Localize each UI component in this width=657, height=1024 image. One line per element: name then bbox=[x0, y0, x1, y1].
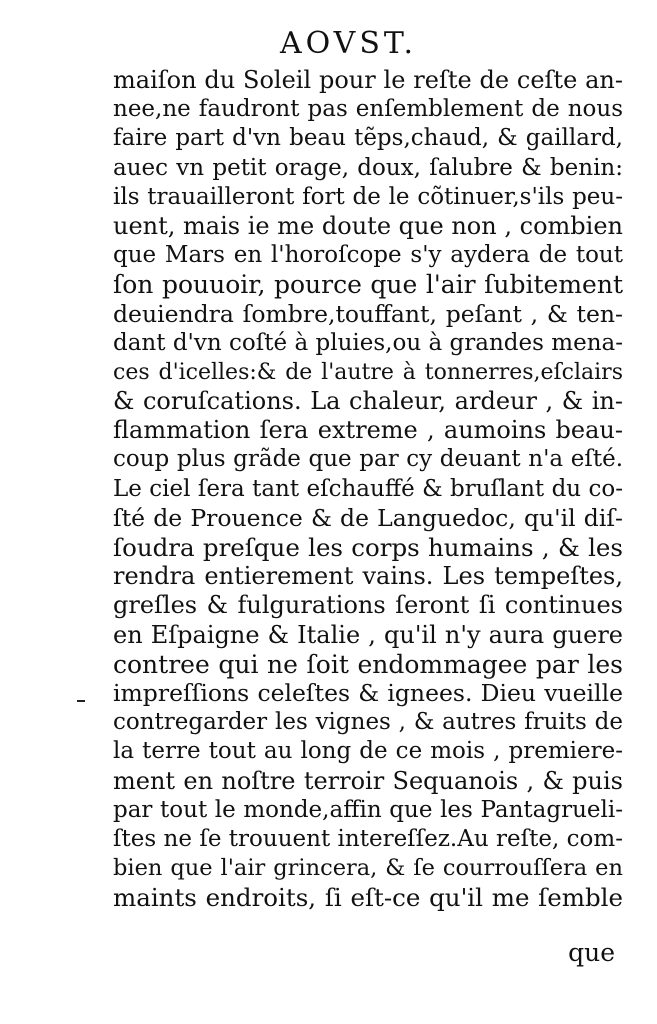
running-head: AOVST. bbox=[279, 26, 418, 61]
margin-mark bbox=[77, 700, 85, 702]
text-line: impreſſions celeſtes & ignees. Dieu vueille bbox=[113, 678, 623, 707]
text-line: Le ciel ſera tant eſchauffé & bruſlant du co- bbox=[113, 475, 623, 502]
text-line: ſon pouuoir, pource que l'air ſubitement bbox=[113, 270, 623, 300]
text-line: & coruſcations. La chaleur, ardeur , & in- bbox=[113, 387, 623, 416]
text-line: uent, mais ie me doute que non , combien bbox=[113, 211, 623, 240]
text-line: deuiendra ſombre,touffant, peſant , & ten- bbox=[113, 299, 623, 328]
catchword: que bbox=[568, 938, 615, 967]
text-line: la terre tout au long de ce mois , premiere- bbox=[113, 738, 623, 765]
text-line: ſoudra preſque les corps humains , & les bbox=[113, 533, 623, 562]
text-line: en Eſpaigne & Italie , qu'il n'y aura guere bbox=[113, 620, 623, 649]
text-line: rendra entierement vains. Les tempeſtes, bbox=[113, 562, 623, 591]
text-line: par tout le monde,affin que les Pantagrueli- bbox=[113, 796, 623, 823]
text-line: nee,ne faudront pas enſemblement de nous bbox=[113, 96, 623, 123]
text-line: dant d'vn coſté à pluies,ou à grandes mena- bbox=[113, 329, 623, 356]
text-line: faire part d'vn beau tẽps,chaud, & gaillard, bbox=[113, 125, 623, 152]
text-line: ment en noſtre terroir Sequanois , & puis bbox=[113, 766, 623, 795]
body-text bbox=[113, 66, 623, 912]
text-line: maiſon du Soleil pour le reſte de ceſte an- bbox=[113, 66, 623, 94]
text-line: greſles & fulgurations ſeront ſi continues bbox=[113, 591, 623, 620]
text-line: ils trauailleront fort de le cõtinuer,s'ils peu- bbox=[113, 183, 623, 210]
text-line: auec vn petit orage, doux, ſalubre & benin: bbox=[113, 154, 623, 181]
text-line: bien que l'air grincera, & ſe courrouſſera en bbox=[113, 855, 623, 882]
text-line: que Mars en l'horoſcope s'y aydera de tout bbox=[113, 242, 623, 269]
text-line: ſtes ne ſe trouuent intereſſez.Au reſte, com- bbox=[113, 825, 623, 852]
text-line: ces d'icelles:& de l'autre à tonnerres,eſclairs bbox=[113, 359, 623, 385]
text-line: contregarder les vignes , & autres fruits de bbox=[113, 709, 623, 736]
text-line: coup plus grãde que par cy deuant n'a eſté. bbox=[113, 446, 623, 473]
text-line: ſté de Prouence & de Languedoc, qu'il diſ- bbox=[113, 503, 623, 532]
text-line: flammation ſera extreme , aumoins beau- bbox=[113, 416, 623, 445]
text-line: contree qui ne ſoit endommagee par les bbox=[113, 649, 623, 679]
text-line: maints endroits, ſi eſt-ce qu'il me ſemble bbox=[113, 883, 623, 913]
